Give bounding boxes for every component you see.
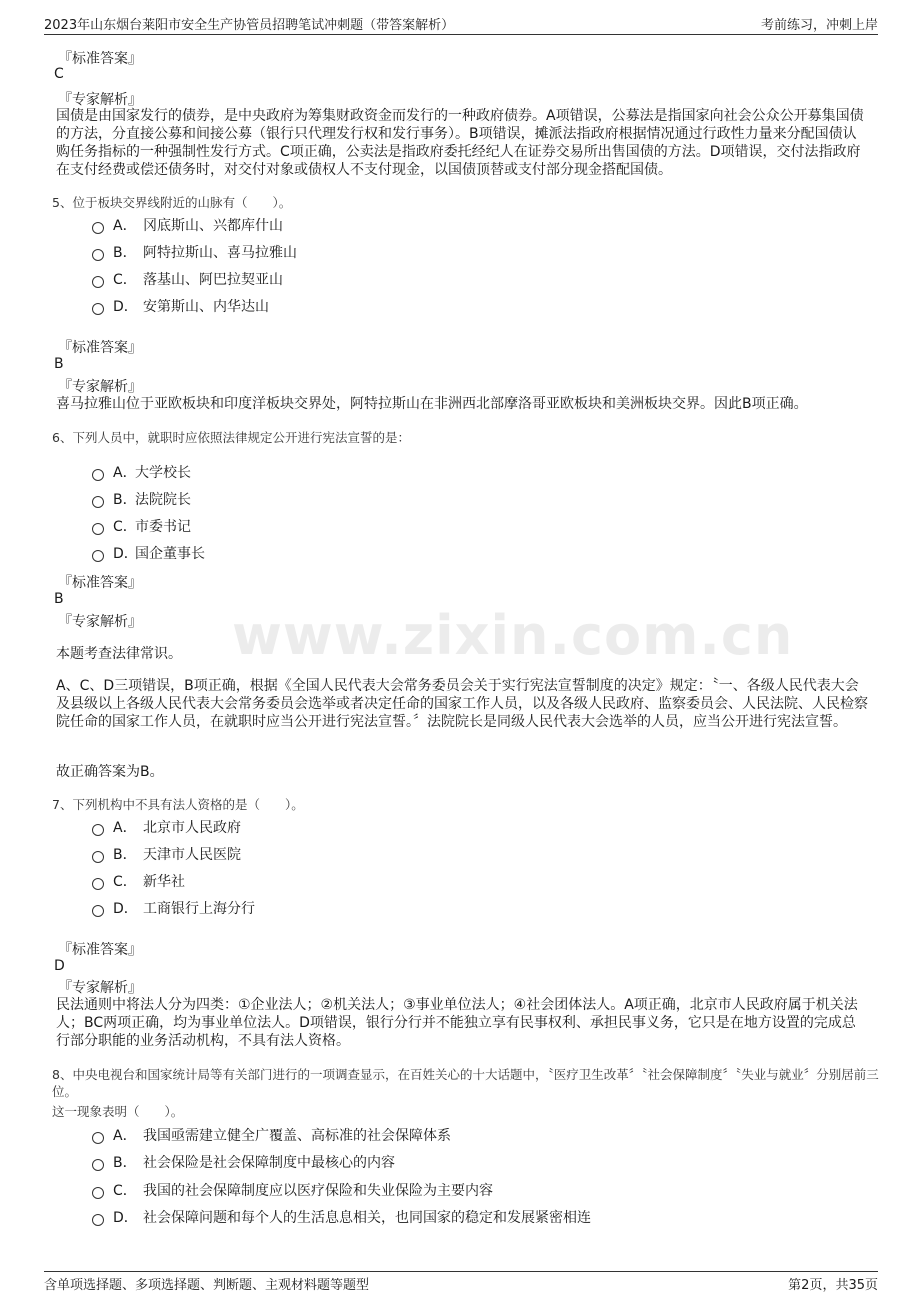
- radio-icon[interactable]: [92, 496, 104, 508]
- answer-label: 『标准答案』: [58, 575, 142, 591]
- radio-icon[interactable]: [92, 303, 104, 315]
- radio-icon[interactable]: [92, 1159, 104, 1171]
- option-a[interactable]: A． 冈底斯山、兴都库什山: [92, 215, 283, 235]
- option-d[interactable]: D． 国企董事长: [92, 543, 205, 563]
- radio-icon[interactable]: [92, 1132, 104, 1144]
- radio-icon[interactable]: [92, 905, 104, 917]
- option-d[interactable]: D． 工商银行上海分行: [92, 898, 255, 918]
- option-b[interactable]: B． 天津市人民医院: [92, 844, 241, 864]
- answer-label: 『标准答案』: [58, 340, 142, 356]
- analysis-text: 喜马拉雅山位于亚欧板块和印度洋板块交界处，阿特拉斯山在非洲西北部摩洛哥亚欧板块和美洲板块交界。因此B项正确。: [56, 396, 808, 412]
- page-number: 第2页，共35页: [788, 1278, 878, 1293]
- analysis-text: 故正确答案为B。: [56, 764, 164, 780]
- answer-value: B: [54, 591, 64, 607]
- analysis-text: A、C、D三项错误，B项正确，根据《全国人民代表大会常务委员会关于实行宪法宣誓制度的决定》规定：〝一、各级人民代表大会及县级以上各级人民代表大会常务委员会选举或者决定任命的国家工作人员，以及各级人民政府、监察委员会、人民法院、人民检察院任命的国家工作人员，在就职时应当公开进行宪法宣誓。〞法院院长是同级人民代表大会选举的人员，应当公开进行宪法宣誓。: [56, 678, 868, 730]
- radio-icon[interactable]: [92, 249, 104, 261]
- option-c[interactable]: C． 我国的社会保障制度应以医疗保险和失业保险为主要内容: [92, 1180, 493, 1200]
- option-d[interactable]: D． 安第斯山、内华达山: [92, 296, 269, 316]
- question-types-note: 含单项选择题、多项选择题、判断题、主观材料题等题型: [44, 1278, 370, 1293]
- analysis-text: 民法通则中将法人分为四类：①企业法人；②机关法人；③事业单位法人；④社会团体法人。A项正确，北京市人民政府属于机关法人；BC两项正确，均为事业单位法人。D项错误，银行分行并不能独立享有民事权利、承担民事义务，它只是在地方设置的完成总行部分职能的业务活动机构，不具有法人资格。: [56, 997, 858, 1049]
- option-d[interactable]: D． 社会保障问题和每个人的生活息息相关，也同国家的稳定和发展紧密相连: [92, 1207, 591, 1227]
- question-8-prompt: 这一现象表明（ ）。: [52, 1104, 184, 1119]
- option-a[interactable]: A． 我国亟需建立健全广覆盖、高标准的社会保障体系: [92, 1125, 451, 1145]
- document-title: 2023年山东烟台莱阳市安全生产协管员招聘笔试冲刺题（带答案解析）: [44, 18, 455, 33]
- option-c[interactable]: C． 落基山、阿巴拉契亚山: [92, 269, 283, 289]
- analysis-label: 『专家解析』: [58, 92, 142, 108]
- analysis-label: 『专家解析』: [58, 614, 142, 630]
- radio-icon[interactable]: [92, 523, 104, 535]
- question-6: 6、下列人员中，就职时应依照法律规定公开进行宪法宣誓的是：: [52, 430, 410, 445]
- option-b[interactable]: B． 阿特拉斯山、喜马拉雅山: [92, 242, 297, 262]
- question-5: 5、位于板块交界线附近的山脉有（ ）。: [52, 195, 292, 210]
- option-c[interactable]: C． 市委书记: [92, 516, 191, 536]
- answer-label: 『标准答案』: [58, 942, 142, 958]
- option-b[interactable]: B． 法院院长: [92, 489, 191, 509]
- radio-icon[interactable]: [92, 550, 104, 562]
- option-a[interactable]: A． 北京市人民政府: [92, 817, 241, 837]
- analysis-label: 『专家解析』: [58, 980, 142, 996]
- radio-icon[interactable]: [92, 1214, 104, 1226]
- option-c[interactable]: C． 新华社: [92, 871, 185, 891]
- question-7: 7、下列机构中不具有法人资格的是（ ）。: [52, 797, 304, 812]
- radio-icon[interactable]: [92, 878, 104, 890]
- answer-value: D: [54, 958, 65, 974]
- radio-icon[interactable]: [92, 824, 104, 836]
- answer-value: C: [54, 66, 64, 82]
- analysis-text: 国债是由国家发行的债券，是中央政府为筹集财政资金而发行的一种政府债券。A项错误，公募法是指国家向社会公众公开募集国债的方法，分直接公募和间接公募（银行只代理发行权和发行事务）。B项错误，摊派法指政府根据情况通过行政性力量来分配国债认购任务指标的一种强制性发行方式。C项正确，公卖法是指政府委托经纪人在证券交易所出售国债的方法。D项错误，交付法指政府在支付经费或偿还债务时，对交付对象或债权人不支付现金，以国债顶替或支付部分现金搭配国债。: [56, 108, 864, 178]
- watermark: www.zixin.com.cn: [232, 604, 794, 667]
- radio-icon[interactable]: [92, 276, 104, 288]
- answer-label: 『标准答案』: [58, 51, 142, 67]
- radio-icon[interactable]: [92, 469, 104, 481]
- page-header: [44, 12, 878, 35]
- radio-icon[interactable]: [92, 1187, 104, 1199]
- radio-icon[interactable]: [92, 222, 104, 234]
- option-a[interactable]: A． 大学校长: [92, 462, 191, 482]
- analysis-label: 『专家解析』: [58, 379, 142, 395]
- page-footer: [44, 1271, 878, 1293]
- header-slogan: 考前练习，冲刺上岸: [760, 18, 878, 33]
- option-b[interactable]: B． 社会保险是社会保障制度中最核心的内容: [92, 1152, 395, 1172]
- radio-icon[interactable]: [92, 851, 104, 863]
- question-8: 8、中央电视台和国家统计局等有关部门进行的一项调查显示，在百姓关心的十大话题中，〝医疗卫生改革〞〝社会保障制度〞〝失业与就业〞分别居前三位。: [52, 1067, 879, 1099]
- analysis-text: 本题考查法律常识。: [56, 646, 182, 662]
- answer-value: B: [54, 356, 64, 372]
